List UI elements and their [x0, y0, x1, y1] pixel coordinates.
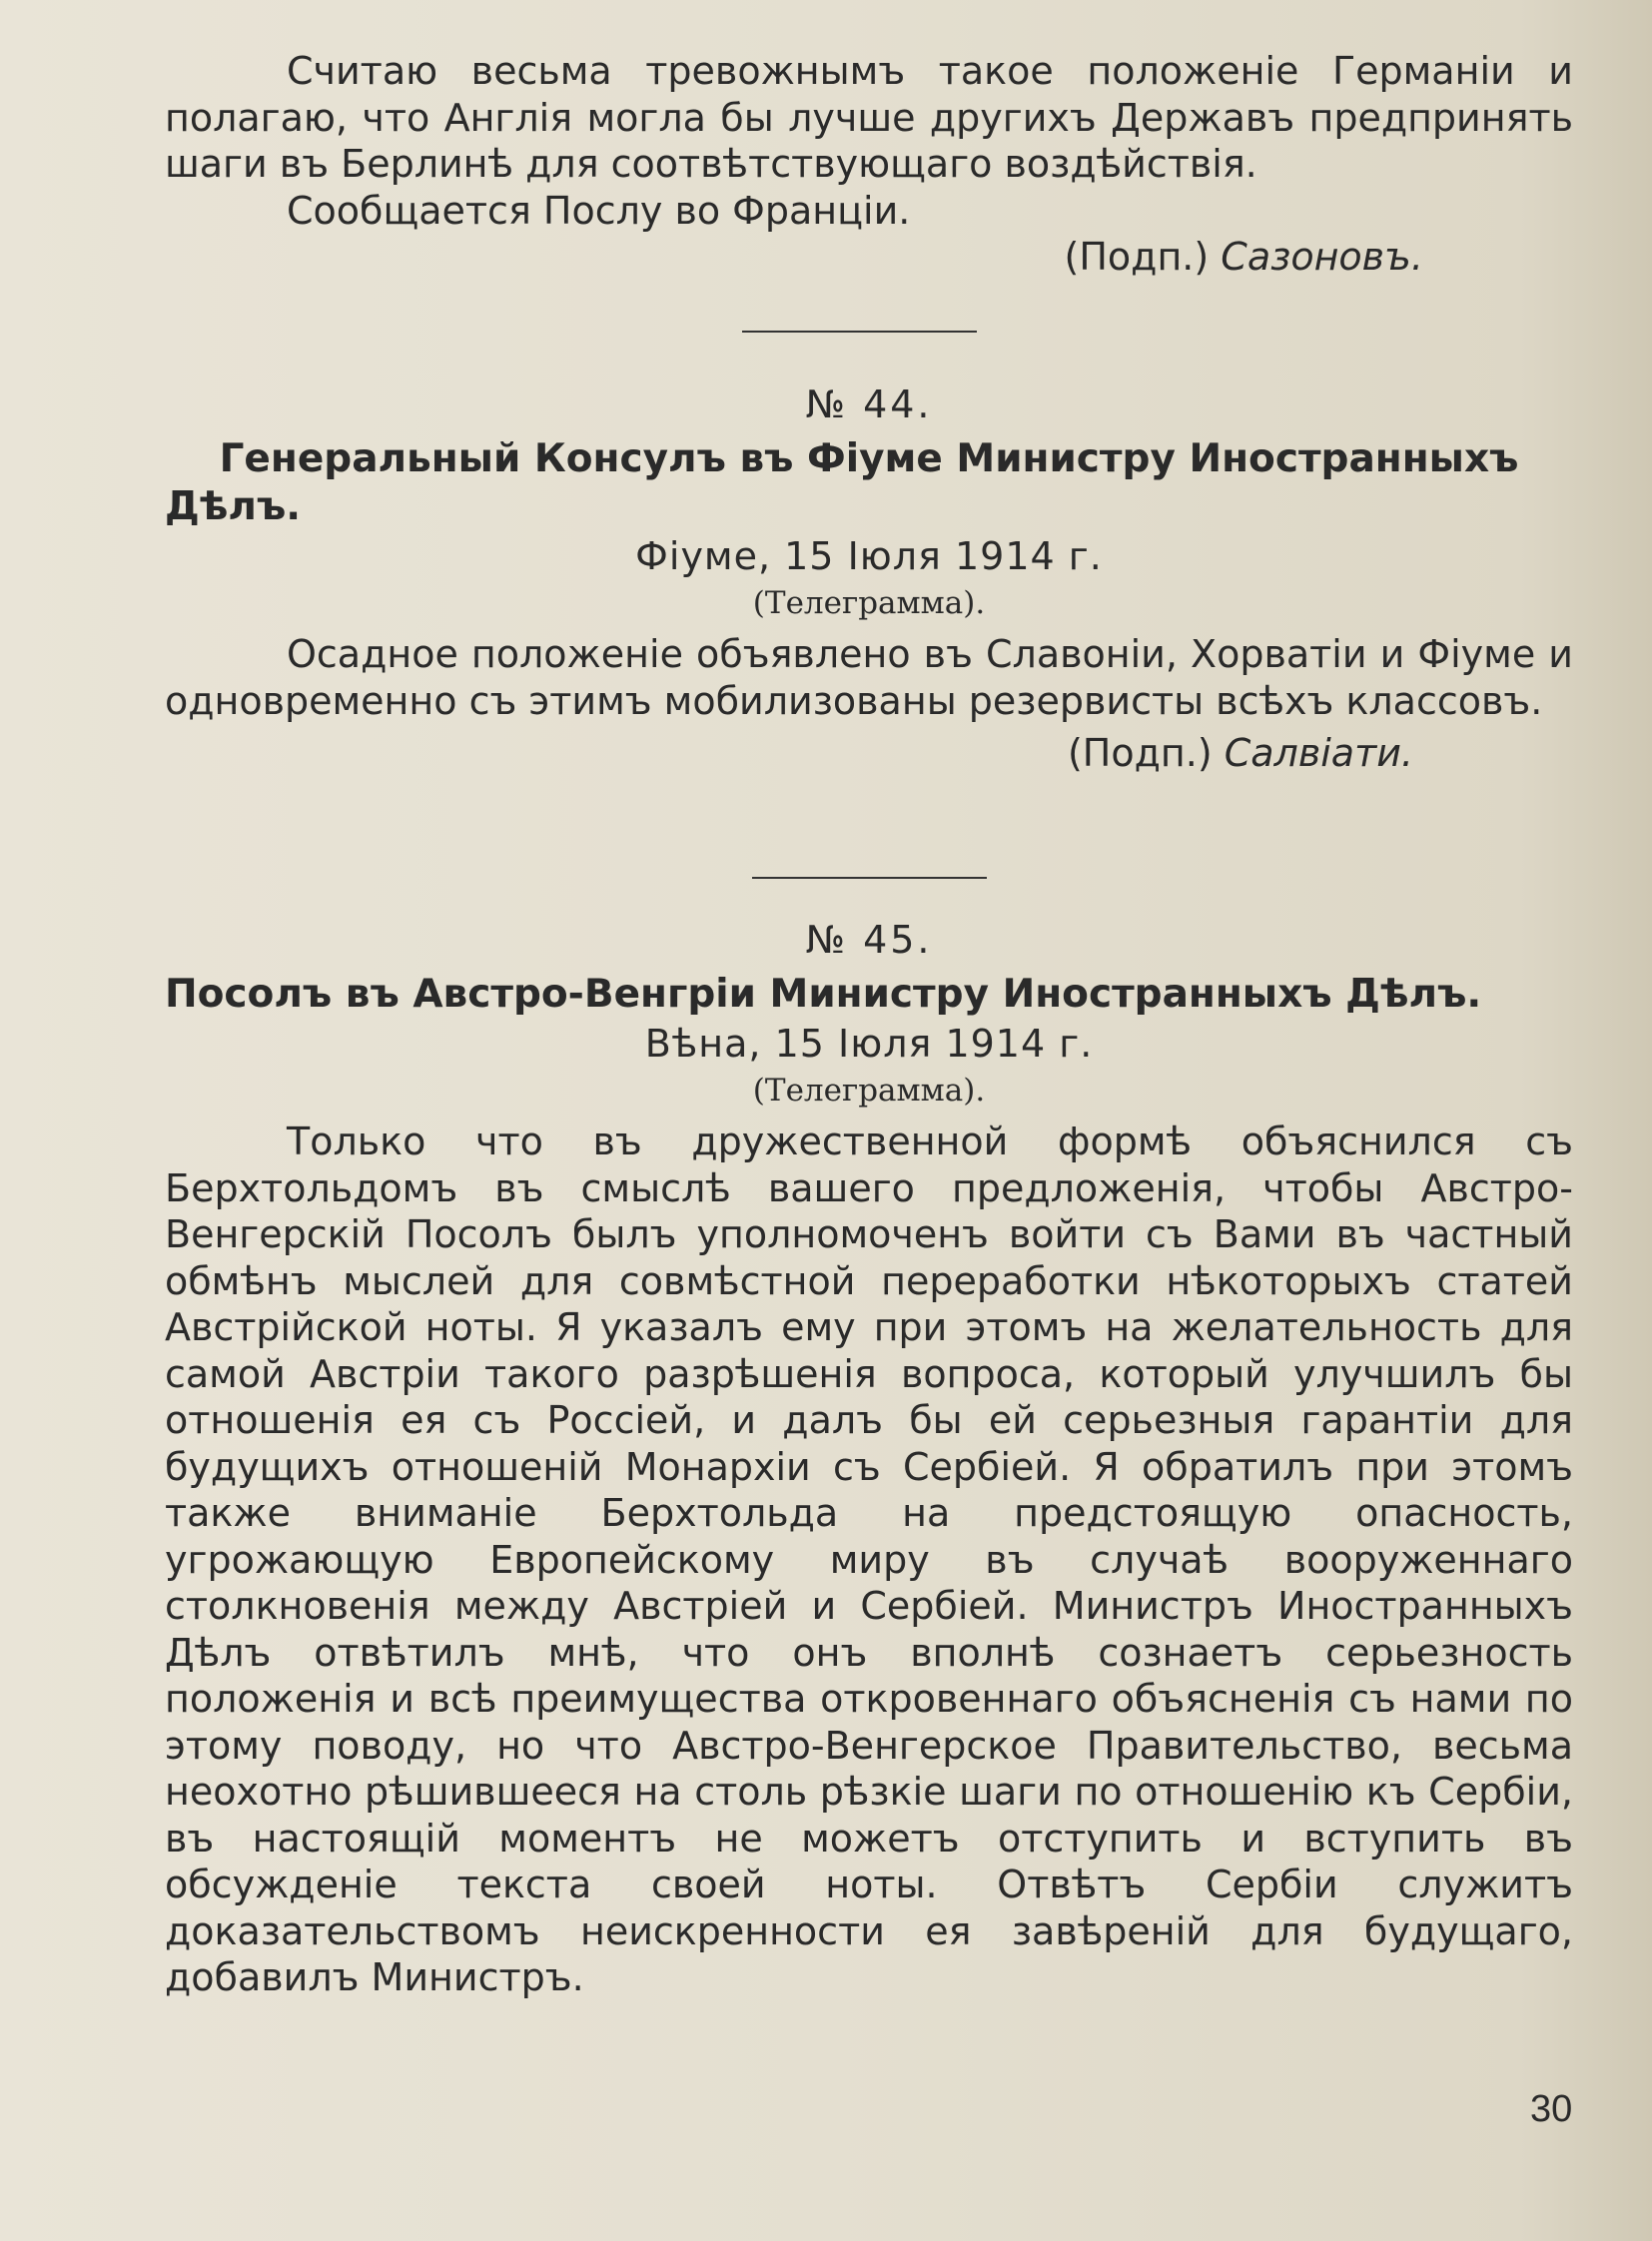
text-paragraph: Сообщается Послу во Францiи. [287, 188, 911, 233]
document-body: Осадное положенiе объявлено въ Славонiи, Хорватiи и Фiуме и одновременно съ этимъ мобилизованы резервисты всѣхъ классовъ. [165, 632, 1573, 723]
signature [165, 730, 1573, 776]
signature-prefix: (Подп.) [1064, 235, 1210, 279]
section-divider [165, 331, 1573, 333]
place-date: Фiуме, 15 Iюля 1914 г. [635, 534, 1103, 578]
top-section [165, 48, 1573, 280]
document-heading: Генеральный Консулъ въ Фiуме Министру Иностранныхъ Дѣлъ. [165, 436, 1519, 529]
document-44 [165, 381, 1573, 776]
document-type: (Телеграмма). [752, 585, 986, 621]
document-type: (Телеграмма). [752, 1073, 986, 1109]
document-heading: Посолъ въ Австро-Венгрiи Министру Иностранныхъ Дѣлъ. [165, 972, 1482, 1017]
signature [165, 234, 1573, 280]
document-45 [165, 917, 1573, 2001]
document-body: Только что въ дружественной формѣ объяснился съ Берхтольдомъ въ смыслѣ вашего предложенiя, чтобы Австро-Венгерскiй Посолъ былъ уполномоченъ войти съ Вами въ частный обмѣнъ мыслей для совмѣстной переработки нѣкоторыхъ статей Австрiйской ноты. Я указалъ ему при этомъ на желательность для самой Австрiи такого разрѣшенiя вопроса, который улучшилъ бы отношенiя ея съ Россiей, и далъ бы ей серьезныя гарантiи для будущихъ отношенiй Монархiи съ Сербiей. Я обратилъ при этомъ также вниманiе Берхтольда на предстоящую опасность, угрожающую Европейскому миру въ случаѣ вооруженнаго столкновенiя между Австрiей и Сербiей. Министръ Иностранныхъ Дѣлъ отвѣтилъ мнѣ, что онъ вполнѣ сознаетъ серьезность положенiя и всѣ преимущества откровеннаго объясненiя съ нами по этому поводу, но что Австро-Венгерское Правительство, весьма неохотно рѣшившееся на столь рѣзкiе шаги по отношенiю къ Сербiи, въ настоящiй моментъ не можетъ отступить и вступить въ обсужденiе текста своей ноты. Отвѣтъ Сербiи служитъ доказательствомъ неискренности ея завѣренiй для будущаго, добавилъ Министръ. [165, 1120, 1573, 1999]
section-divider [165, 877, 1573, 879]
document-number: № 45. [805, 918, 933, 962]
signature-prefix: (Подп.) [1067, 731, 1213, 775]
text-paragraph: Считаю весьма тревожнымъ такое положенiе Германiи и полагаю, что Англiя могла бы лучше другихъ Державъ предпринять шаги въ Берлинѣ для соотвѣтствующаго воздѣйствiя. [165, 49, 1573, 186]
place-date: Вѣна, 15 Iюля 1914 г. [644, 1022, 1094, 1066]
signature-name: Сазоновъ. [1221, 235, 1423, 279]
document-number: № 44. [805, 382, 933, 426]
signature-name: Салвiати. [1224, 731, 1413, 775]
page-number: 30 [1530, 2088, 1573, 2130]
